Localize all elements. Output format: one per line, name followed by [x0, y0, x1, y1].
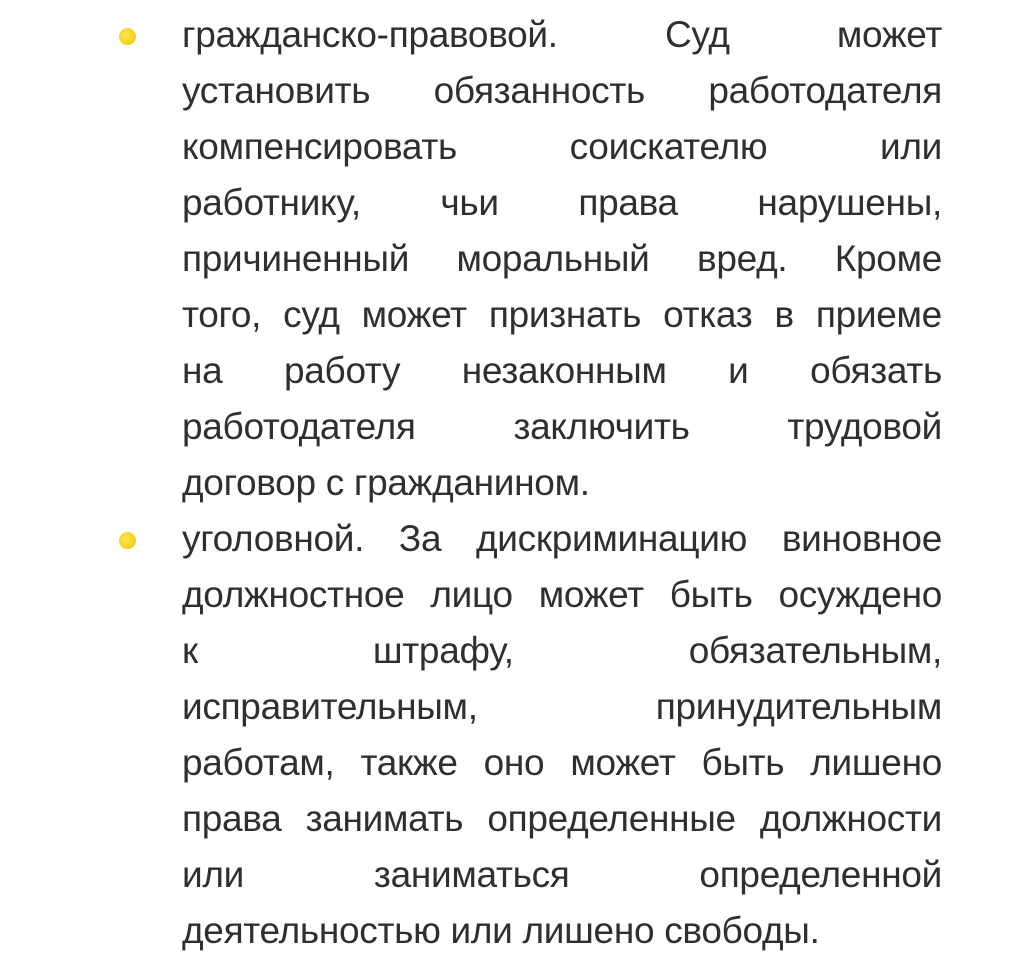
word: обязательным,	[688, 630, 942, 671]
bullet-dot-icon	[119, 28, 136, 45]
word: принудительным	[655, 686, 942, 727]
word: вред.	[696, 238, 788, 279]
text-line	[182, 287, 942, 343]
word: может	[361, 294, 467, 335]
word: быть	[701, 742, 785, 783]
text-line	[182, 231, 942, 287]
word: Суд	[664, 14, 730, 55]
word: признать	[488, 294, 642, 335]
word: работнику,	[182, 182, 361, 223]
text-line	[182, 679, 942, 735]
word: установить	[182, 70, 371, 111]
word: быть	[669, 574, 753, 615]
word: может	[570, 742, 676, 783]
word: трудовой	[787, 406, 942, 447]
word: приеме	[815, 294, 942, 335]
word: суд	[283, 294, 340, 335]
word: компенсировать	[182, 126, 458, 167]
word: дискриминацию	[476, 518, 748, 559]
text-line	[182, 7, 942, 63]
word: в	[774, 294, 794, 335]
word: определенной	[699, 854, 942, 895]
word: занимать	[305, 798, 464, 839]
word: или	[879, 126, 942, 167]
text-line: деятельностью или лишено свободы.	[182, 910, 820, 951]
word: лишено	[810, 742, 942, 783]
word: исправительным,	[182, 686, 478, 727]
text-line	[182, 791, 942, 847]
word: и	[728, 350, 749, 391]
word: на	[182, 350, 223, 391]
word: Кроме	[834, 238, 942, 279]
word: работу	[284, 350, 401, 391]
word: чьи	[440, 182, 499, 223]
word: осуждено	[778, 574, 942, 615]
word: может	[538, 574, 644, 615]
word: штрафу,	[372, 630, 514, 671]
text-line	[182, 623, 942, 679]
word: должностное	[182, 574, 405, 615]
word: также	[360, 742, 458, 783]
text-line	[182, 735, 942, 791]
word: оно	[483, 742, 545, 783]
text-line: договор с гражданином.	[182, 462, 590, 503]
word: работодателя	[708, 70, 942, 111]
text-line	[182, 399, 942, 455]
word: гражданско-правовой.	[182, 14, 558, 55]
word: заключить	[513, 406, 690, 447]
word: права	[578, 182, 678, 223]
text-line	[182, 175, 942, 231]
word: должности	[759, 798, 942, 839]
word: права	[182, 798, 282, 839]
word: того,	[182, 294, 262, 335]
word: моральный	[456, 238, 650, 279]
text-line	[182, 567, 942, 623]
word: лицо	[430, 574, 513, 615]
text-line	[182, 847, 942, 903]
word: обязанность	[433, 70, 645, 111]
word: причиненный	[182, 238, 410, 279]
word: работам,	[182, 742, 335, 783]
word: отказ	[663, 294, 753, 335]
text-line	[182, 119, 942, 175]
word: работодателя	[182, 406, 416, 447]
word: обязать	[810, 350, 942, 391]
word: незаконным	[461, 350, 667, 391]
word: или	[182, 854, 245, 895]
word: уголовной.	[182, 518, 365, 559]
text-line	[182, 63, 942, 119]
word: За	[398, 518, 442, 559]
word: определенные	[487, 798, 736, 839]
text-line	[182, 511, 942, 567]
bullet-dot-icon	[119, 532, 136, 549]
word: к	[182, 630, 198, 671]
word: соискателю	[569, 126, 768, 167]
word: может	[836, 14, 942, 55]
word: виновное	[781, 518, 942, 559]
word: заниматься	[373, 854, 570, 895]
text-line	[182, 343, 942, 399]
word: нарушены,	[757, 182, 942, 223]
